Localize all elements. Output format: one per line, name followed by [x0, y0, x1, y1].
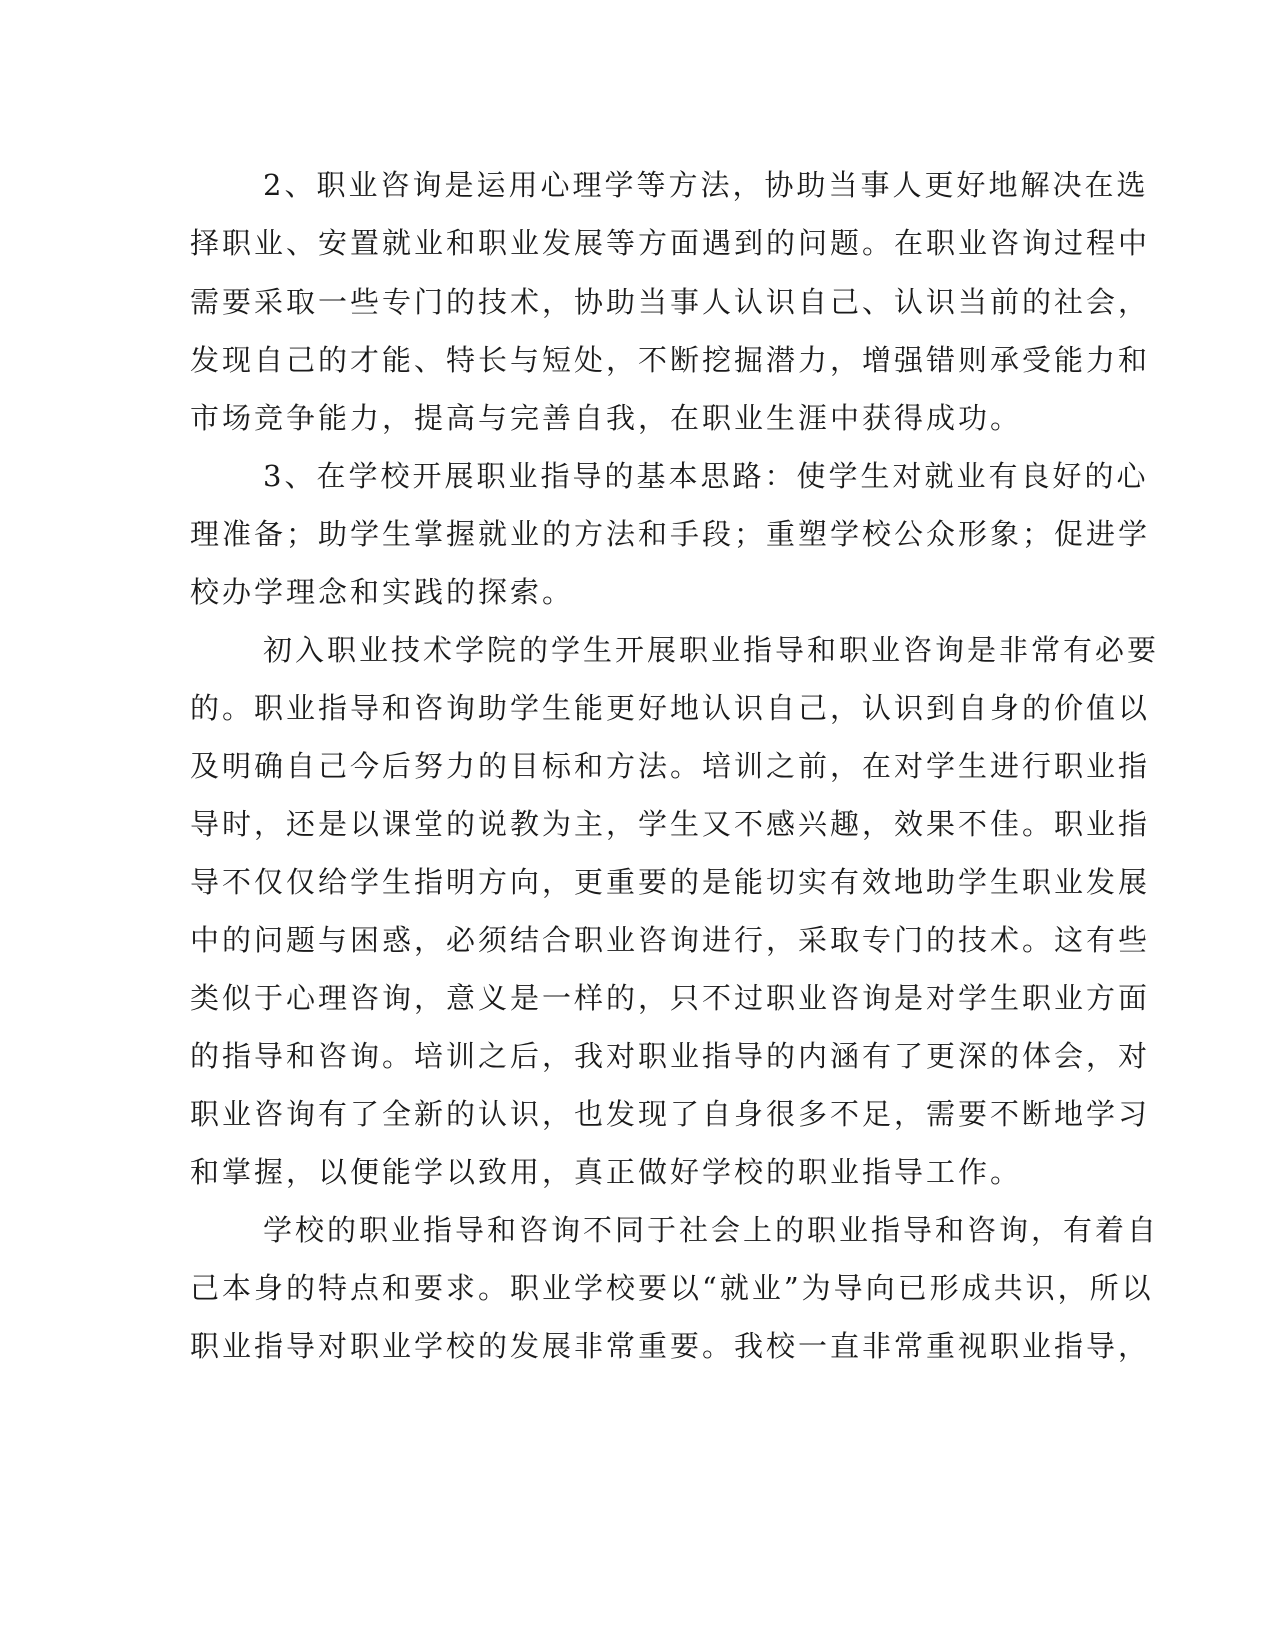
text-line: 己本身的特点和要求。职业学校要以“就业”为导向已形成共识，所以 [190, 1271, 1154, 1305]
text-line: 中的问题与困惑，必须结合职业咨询进行，采取专门的技术。这有些 [190, 923, 1151, 957]
text-line: 导时，还是以课堂的说教为主，学生又不感兴趣，效果不佳。职业指 [190, 807, 1151, 841]
text-line: 学校的职业指导和咨询不同于社会上的职业指导和咨询，有着自 [263, 1213, 1160, 1247]
text-line: 需要采取一些专门的技术，协助当事人认识自己、认识当前的社会， [190, 285, 1151, 319]
text-line: 择职业、安置就业和职业发展等方面遇到的问题。在职业咨询过程中 [190, 226, 1151, 260]
text-line: 和掌握，以便能学以致用，真正做好学校的职业指导工作。 [190, 1155, 1023, 1189]
text-line: 的指导和咨询。培训之后，我对职业指导的内涵有了更深的体会，对 [190, 1039, 1151, 1073]
text-line: 职业咨询有了全新的认识，也发现了自身很多不足，需要不断地学习 [190, 1097, 1151, 1131]
text-line: 理准备；助学生掌握就业的方法和手段；重塑学校公众形象；促进学 [190, 517, 1151, 551]
text-line: 2、职业咨询是运用心理学等方法，协助当事人更好地解决在选 [263, 168, 1149, 202]
text-line: 职业指导对职业学校的发展非常重要。我校一直非常重视职业指导， [190, 1329, 1151, 1363]
text-line: 初入职业技术学院的学生开展职业指导和职业咨询是非常有必要 [263, 633, 1160, 667]
text-line: 市场竞争能力，提高与完善自我，在职业生涯中获得成功。 [190, 401, 1023, 435]
text-line: 类似于心理咨询，意义是一样的，只不过职业咨询是对学生职业方面 [190, 981, 1151, 1015]
text-line: 的。职业指导和咨询助学生能更好地认识自己，认识到自身的价值以 [190, 691, 1151, 725]
text-line: 3、在学校开展职业指导的基本思路：使学生对就业有良好的心 [263, 459, 1149, 493]
text-line: 校办学理念和实践的探索。 [190, 575, 575, 609]
text-line: 导不仅仅给学生指明方向，更重要的是能切实有效地助学生职业发展 [190, 865, 1151, 899]
text-line: 发现自己的才能、特长与短处，不断挖掘潜力，增强错则承受能力和 [190, 343, 1151, 377]
text-line: 及明确自己今后努力的目标和方法。培训之前，在对学生进行职业指 [190, 749, 1151, 783]
